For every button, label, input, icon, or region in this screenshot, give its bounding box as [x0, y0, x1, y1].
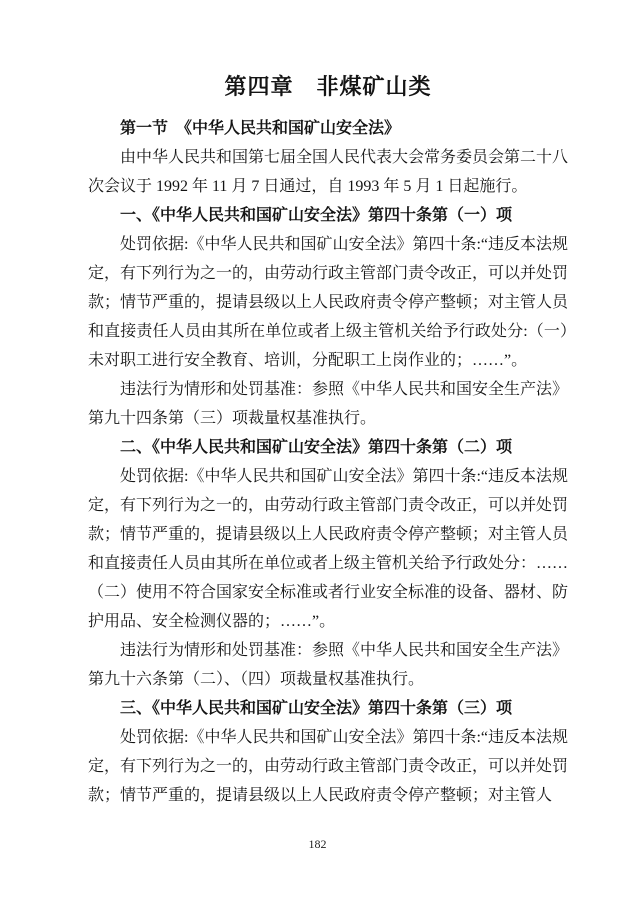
item-3-heading: 三、《中华人民共和国矿山安全法》第四十条第（三）项	[120, 700, 513, 717]
item-2-benchmark-paragraph: 违法行为情形和处罚基准：参照《中华人民共和国安全生产法》第九十六条第（二）、（四）项裁量权基准执行。	[88, 642, 569, 688]
item-3-penalty-basis-paragraph: 处罚依据:《中华人民共和国矿山安全法》第四十条:“违反本法规定，有下列行为之一的，由劳动行政主管部门责令改正，可以并处罚款；情节严重的，提请县级以上人民政府责令停产整顿；对主管人	[88, 729, 569, 804]
chapter-title: 第四章 非煤矿山类	[224, 74, 432, 99]
section-intro-paragraph: 由中华人民共和国第七届全国人民代表大会常务委员会第二十八次会议于 1992 年 11 月 7 日通过，自 1993 年 5 月 1 日起施行。	[88, 149, 569, 195]
page-number: 182	[308, 837, 327, 851]
item-1-penalty-basis-paragraph: 处罚依据:《中华人民共和国矿山安全法》第四十条:“违反本法规定，有下列行为之一的，由劳动行政主管部门责令改正，可以并处罚款；情节严重的，提请县级以上人民政府责令停产整顿；对主管人员和直接责任人员由其所在单位或者上级主管机关给予行政处分:（一）未对职工进行安全教育、培训，分配职工上岗作业的；……”。	[88, 236, 569, 369]
section-heading: 第一节 《中华人民共和国矿山安全法》	[120, 120, 401, 137]
item-1-heading: 一、《中华人民共和国矿山安全法》第四十条第（一）项	[120, 207, 513, 224]
document-content	[88, 0, 568, 810]
item-2-penalty-basis-paragraph: 处罚依据:《中华人民共和国矿山安全法》第四十条:“违反本法规定，有下列行为之一的，由劳动行政主管部门责令改正，可以并处罚款；情节严重的，提请县级以上人民政府责令停产整顿；对主管人员和直接责任人员由其所在单位或者上级主管机关给予行政处分：……（二）使用不符合国家安全标准或者行业安全标准的设备、器材、防护用品、安全检测仪器的；……”。	[88, 468, 569, 630]
item-1-benchmark-paragraph: 违法行为情形和处罚基准：参照《中华人民共和国安全生产法》第九十四条第（三）项裁量权基准执行。	[88, 381, 569, 427]
item-2-heading: 二、《中华人民共和国矿山安全法》第四十条第（二）项	[120, 439, 513, 456]
